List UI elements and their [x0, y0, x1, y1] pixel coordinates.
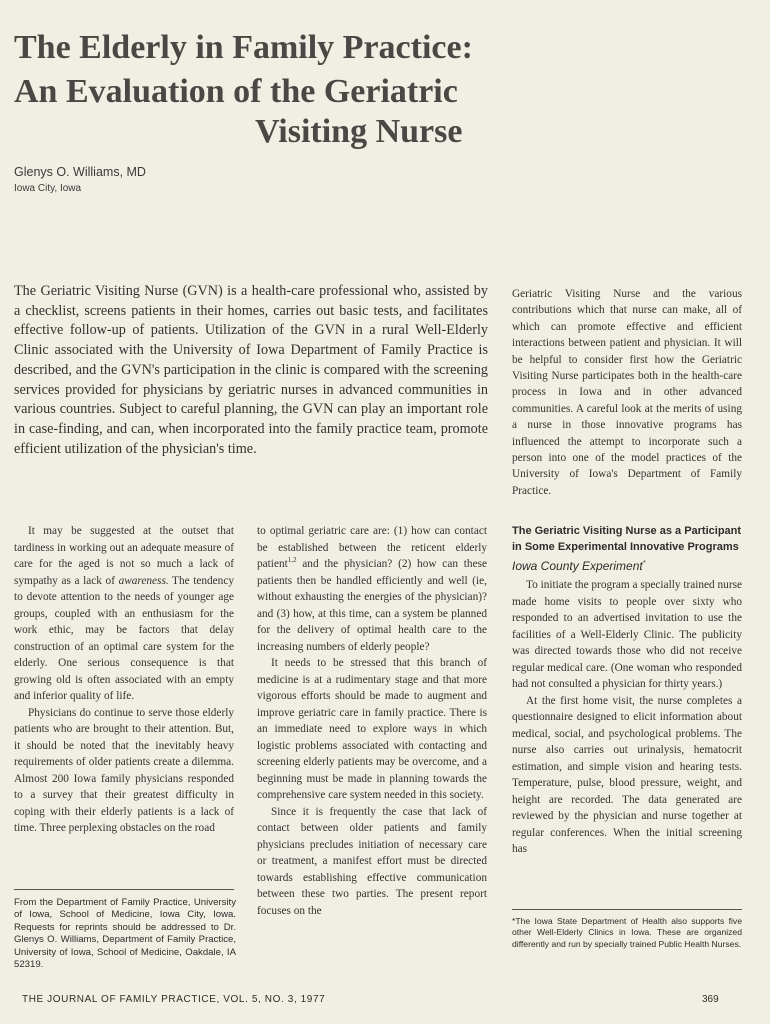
- text-run: and the physician? (2) how can these patients then be handled efficiently and well (ie, without exhausting the energies of the physician)? and (3) how, at this time, can a system be planned for the delivery of optimal health care to the increasing numbers of elderly people?: [257, 558, 487, 653]
- text-run: The tendency to devote attention to the needs of younger age groups, coupled with an enthusiasm for the work ethic, may be factors that delay construction of an optimal care system for the elderly. One serious consequence is that growing old is often associated with an empty and inferior quality of life.: [14, 574, 234, 702]
- citation-superscript: 1,2: [287, 556, 297, 565]
- paragraph: To initiate the program a specially trained nurse made home visits to people over sixty who responded to an advertised invitation to use the facilities of a Well-Elderly Clinic. The publicity was directed towards those who did not receive regular medical care. (One woman who responded had not consulted a physician for thirty years.): [512, 579, 742, 690]
- title-line-1: The Elderly in Family Practice:: [14, 29, 473, 66]
- section-heading: The Geriatric Visiting Nurse as a Participant in Some Experimental Innovative Programs: [512, 525, 742, 553]
- body-column-3: [512, 523, 742, 858]
- subsection-heading-text: Iowa County Experiment: [512, 559, 643, 573]
- text-run: It may be suggested at the outset that tardiness in working out an adequate measure of care for the aged is not so much a lack of sympathy as a lack of: [14, 525, 234, 587]
- journal-footer: THE JOURNAL OF FAMILY PRACTICE, VOL. 5, NO. 3, 1977: [22, 994, 326, 1005]
- emphasis-text: awareness.: [118, 574, 169, 587]
- abstract: The Geriatric Visiting Nurse (GVN) is a health-care professional who, assisted by a checklist, screens patients in their homes, carries out basic tests, and facilitates effective follow-up of patients. Utilization of the GVN in a rural Well-Elderly Clinic associated with the University of Iowa Department of Family Practice is described, and the GVN's participation in the clinic is compared with the screening services provided for physicians by geriatric nurses in advanced communities in various countries. Subject to careful planning, the GVN can play an important role in case-finding, and can, when incorporated into the family practice team, promote efficient utilization of the physician's time.: [14, 283, 488, 457]
- intro-continuation: Geriatric Visiting Nurse and the various contributions which that nurse can make, all of which can promote effective and efficient interactions between patient and physician. It will be helpful to consider first how the Geriatric Visiting Nurse participates both in the health-care process in Iowa and in other advanced communities. A careful look at the merits of using a nurse in those innovative programs has influenced the attempt to incorporate such a person into one of the model practices of the University of Iowa's Department of Family Practice.: [512, 288, 742, 497]
- author-name: Glenys O. Williams, MD: [14, 165, 146, 179]
- footnote-mark: *: [642, 560, 646, 567]
- affiliation-footnote: From the Department of Family Practice, University of Iowa, School of Medicine, Iowa City, Iowa. Requests for reprints should be addressed to Dr. Glenys O. Williams, Department of Family Practice, University of Iowa, School of Medicine, Oakdale, IA 52319.: [14, 897, 236, 971]
- author-affiliation: Iowa City, Iowa: [14, 183, 82, 194]
- paragraph: At the first home visit, the nurse completes a questionnaire designed to elicit information about medical, social, and psychological problems. The nurse also carries out urinalysis, hematocrit estimation, and simple vision and hearing tests. Temperature, pulse, blood pressure, weight, and height are recorded. The data generated are reviewed by the physician and nurse together at regular conferences. When the initial screening has: [512, 694, 742, 855]
- footnote-divider: [512, 909, 742, 910]
- footnote-divider: [14, 889, 234, 890]
- subsection-heading: [512, 557, 742, 575]
- page-number: 369: [702, 994, 719, 1005]
- asterisk-footnote: *The Iowa State Department of Health also supports five other Well-Elderly Clinics in Iowa. These are organized differently and run by specially trained Public Health Nurses.: [512, 916, 742, 949]
- paragraph: It needs to be stressed that this branch of medicine is at a rudimentary stage and that more vigorous efforts should be made to augment and improve geriatric care in family practice. There is an immediate need to explore ways in which logistic problems associated with contacting and screening elderly patients may be overcome, and a beginning must be made in planning towards the comprehensive care system needed in this society.: [257, 657, 487, 801]
- paragraph: Physicians do continue to serve those elderly patients who are brought to their attention. But, it should be noted that the inevitably heavy requirements of older patients create a dilemma. Almost 200 Iowa family physicians responded to a survey that their greatest difficulty in coping with their elderly patients is a lack of time. Three perplexing obstacles on the road: [14, 706, 234, 834]
- paragraph: [257, 523, 487, 655]
- title-line-3: Visiting Nurse: [255, 113, 463, 150]
- body-column-1: [14, 523, 234, 837]
- paragraph: [14, 523, 234, 705]
- body-column-2: [257, 523, 487, 919]
- paragraph: Since it is frequently the case that lack of contact between older patients and family physicians precludes initiation of necessary care or treatment, a manifest effort must be directed towards establishing effective communication between these two parties. The present report focuses on the: [257, 805, 487, 917]
- text-run: to optimal geriatric care are: (1) how can contact be established between the reticent elderly patient: [257, 525, 487, 570]
- title-line-2: An Evaluation of the Geriatric: [14, 73, 458, 110]
